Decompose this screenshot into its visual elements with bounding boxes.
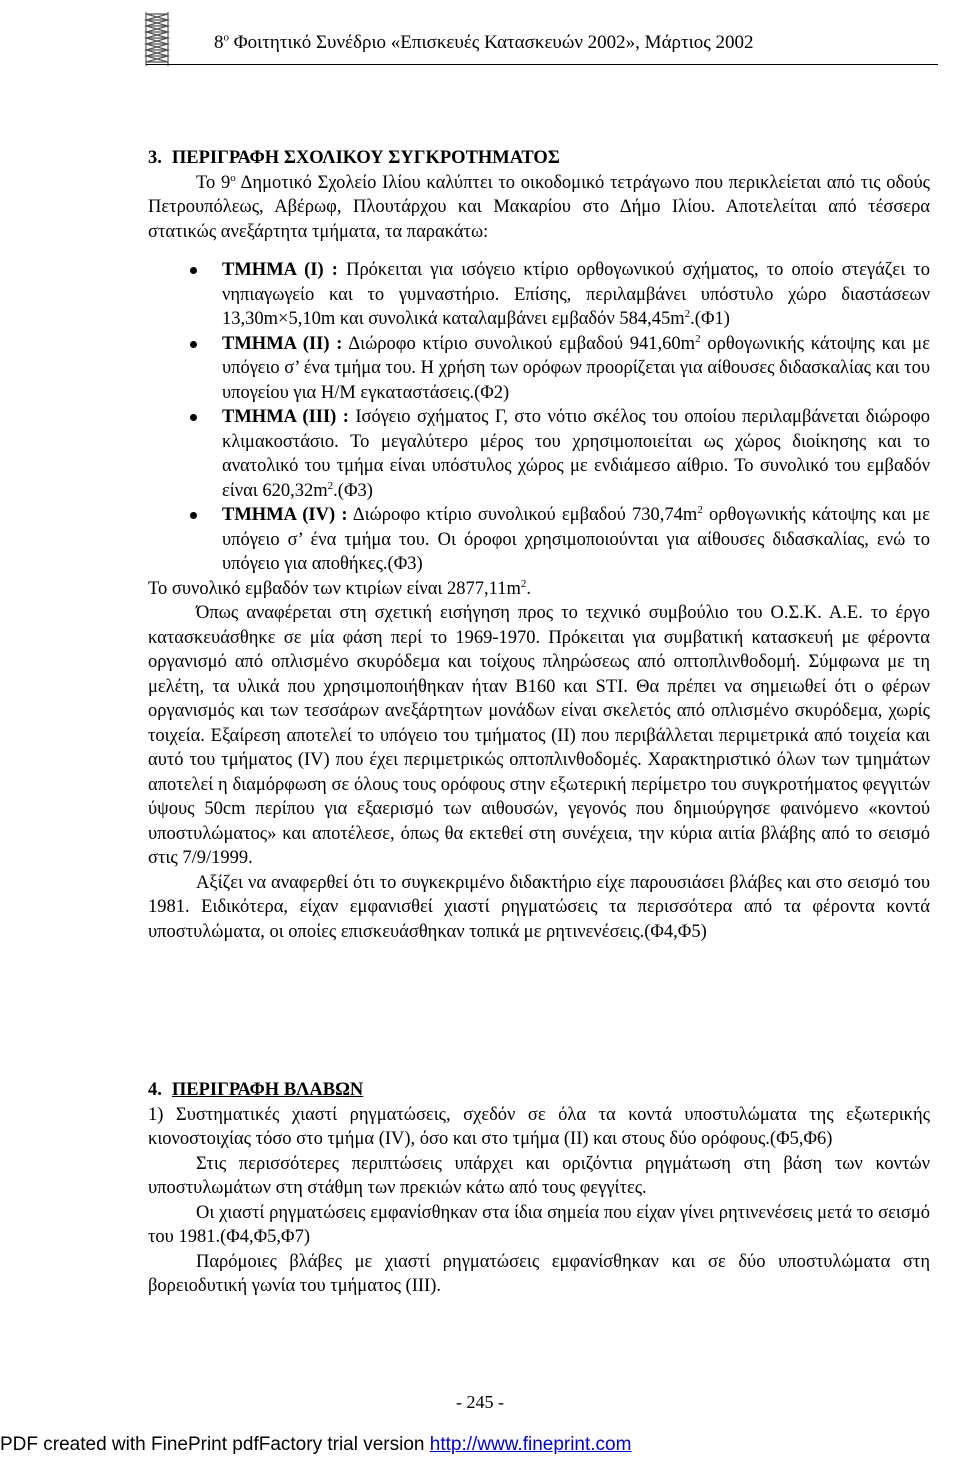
intro-text-b: Δημοτικό Σχολείο Ιλίου καλύπτει το οικοδομικό τετράγωνο που περικλείεται από τις οδούς Πετρουπόλεως, Αβέρωφ, Πλουτάρχου και Μακαρίου στο Δήμο Ιλίου. Αποτελείται από τέσσερα στατικώς ανεξάρτητα τμήματα, τα παρακάτω:: [148, 172, 931, 242]
section-number: 3.: [148, 148, 162, 168]
item-text: Ισόγειο σχήματος Γ, στο νότιο σκέλος του οποίου περιλαμβάνεται διώροφο κλιμακοστάσιο. Το μεγαλύτερο μέρος του χρησιμοποιείται ως χώρος διοίκησης και το ανατολικό του τμήμα είναι υπόστυλος χώρος με ενδιάμεσο αίθριο. Το συνολικό του εμβαδόν είναι 620,32m: [222, 407, 930, 501]
item-sup: 2: [695, 332, 701, 345]
total-after: .: [526, 578, 531, 599]
section-3-intro: [148, 171, 930, 245]
total-area: [148, 577, 930, 602]
item-sup: 2: [697, 503, 703, 516]
header-title: Φοιτητικό Συνέδριο «Επισκευές Κατασκευών 2002», Μάρτιος 2002: [229, 32, 754, 53]
bullet-icon: [190, 341, 197, 348]
item-label: ΤΜΗΜΑ (IV) :: [222, 505, 348, 525]
intro-sup: ο: [230, 171, 236, 184]
item-after: .(Φ1): [690, 309, 730, 329]
paragraph: Παρόμοιες βλάβες με χιαστί ρηγματώσεις εμφανίσθηκαν και σε δύο υποστυλώματα στη βορειοδυτική γωνία του τμήματος (ΙΙΙ).: [148, 1251, 930, 1296]
section-4: [148, 1078, 930, 1299]
paragraph: Οι χιαστί ρηγματώσεις εμφανίσθηκαν στα ίδια σημεία που είχαν γίνει ρητινενέσεις μετά το σεισμό του 1981.(Φ4,Φ5,Φ7): [148, 1202, 930, 1247]
header-ordinal-sup: ο: [223, 31, 229, 44]
bullet-icon: [190, 267, 197, 274]
list-item: [148, 258, 930, 332]
footer-link[interactable]: http://www.fineprint.com: [429, 1434, 632, 1455]
item-sup: 2: [684, 307, 691, 320]
item-text: Διώροφο κτίριο συνολικού εμβαδού 941,60m: [342, 333, 696, 354]
item-label: ΤΜΗΜΑ (ΙΙΙ) :: [222, 407, 349, 427]
intro-text-a: Το 9: [196, 172, 231, 193]
building-sections-list: [148, 258, 930, 577]
item-after: .(Φ3): [333, 480, 373, 501]
bullet-icon: [190, 512, 197, 519]
item-after: ορθογωνικής κάτοψης και με υπόγειο σ’ ένα τμήμα του. Οι όροφοι χρησιμοποιούνται για αίθουσες διδασκαλίας, ενώ το υπόγειο για αποθήκες.(Φ3): [222, 505, 930, 574]
header-rule: [146, 64, 938, 65]
item-text: Διώροφο κτίριο συνολικού εμβαδού 730,74m: [347, 505, 698, 525]
item-after: ορθογωνικής κάτοψης και με υπόγειο σ’ ένα τμήμα του. Η χρήση των ορόφων προορίζεται για αίθουσες διδασκαλίας και του υπογείου για Η/Μ εγκαταστάσεις.(Φ2): [222, 333, 930, 403]
header-ordinal: 8: [214, 32, 224, 53]
item-label: ΤΜΗΜΑ (ΙΙ) :: [222, 333, 343, 354]
item-label: ΤΜΗΜΑ (Ι) :: [222, 260, 338, 280]
bullet-icon: [190, 414, 197, 421]
conference-logo-icon: [140, 10, 174, 68]
pdf-footer: [0, 1434, 631, 1456]
total-text: Το συνολικό εμβαδόν των κτιρίων είναι 2877,11m: [148, 578, 521, 599]
paragraph: Αξίζει να αναφερθεί ότι το συγκεκριμένο διδακτήριο είχε παρουσιάσει βλάβες και στο σεισμό του 1981. Ειδικότερα, είχαν εμφανισθεί χιαστί ρηγματώσεις τα περισσότερα από τα φέροντα κοντά υποστυλώματα, οι οποίες επισκευάσθηκαν τοπικά με ρητινενέσεις.(Φ4,Φ5): [148, 872, 930, 942]
section-3: [148, 146, 930, 944]
section-3-heading: [148, 146, 930, 171]
list-item: [148, 332, 930, 406]
list-item: [148, 405, 930, 503]
footer-text: PDF created with FinePrint pdfFactory trial version: [0, 1434, 430, 1455]
section-number: 4.: [148, 1080, 162, 1100]
item-sup: 2: [327, 479, 334, 492]
page-number: - 245 -: [456, 1392, 504, 1412]
total-sup: 2: [520, 577, 527, 590]
paragraph: 1) Συστηματικές χιαστί ρηγματώσεις, σχεδόν σε όλα τα κοντά υποστυλώματα της εξωτερικής κιονοστοιχίας τόσο στο τμήμα (IV), όσο και στο τμήμα (ΙΙ) και στους δύο ορόφους.(Φ5,Φ6): [148, 1104, 930, 1149]
paragraph: Στις περισσότερες περιπτώσεις υπάρχει και οριζόντια ρηγμάτωση στη βάση των κοντών υποστυλωμάτων στη στάθμη των πρεκιών κάτω από τους φεγγίτες.: [148, 1153, 930, 1198]
list-item: [148, 503, 930, 577]
item-text: Πρόκειται για ισόγειο κτίριο ορθογωνικού σχήματος, το οποίο στεγάζει το νηπιαγωγείο και το γυμναστήριο. Επίσης, περιλαμβάνει υπόστυλο χώρο διαστάσεων 13,30m×5,10m και συνολικά καταλαμβάνει εμβαδόν 584,45m: [222, 260, 930, 329]
running-header: [214, 32, 754, 54]
paragraph: Όπως αναφέρεται στη σχετική εισήγηση προς το τεχνικό συμβούλιο του Ο.Σ.Κ. Α.Ε. το έργο κατασκευάσθηκε σε μία φάση περί το 1969-1970. Πρόκειται για συμβατική κατασκευή με φέροντα οργανισμό από οπλισμένο σκυρόδεμα και τοίχους πληρώσεως από οπτοπλινθοδομή. Σύμφωνα με τη μελέτη, τα υλικά που χρησιμοποιήθηκαν ήταν Β160 και STI. Θα πρέπει να σημειωθεί ότι ο φέρων οργανισμός και των τεσσάρων ανεξάρτητων μονάδων είναι σκελετός από οπλισμένο σκυρόδεμα, χωρίς τοιχεία. Εξαίρεση αποτελεί το υπόγειο του τμήματος (ΙΙ) που περιβάλλεται περιμετρικά από τοιχεία και αυτό του τμήματος (IV) που έχει περιμετρικώς οπτοπλινθοδομές. Χαρακτηριστικό όλων των τμημάτων αποτελεί η διαμόρφωση σε όλους τους ορόφους στην εξωτερική περίμετρο του συγκροτήματος φεγγιτών ύψους 50cm περίπου για εξαερισμό των αιθουσών, γεγονός που δημιούργησε φαινόμενο «κοντού υποστυλώματος» και αποτέλεσε, όπως θα εκτεθεί στη συνέχεια, την κύρια αιτία βλάβης από το σεισμό στις 7/9/1999.: [148, 603, 930, 868]
section-title: ΠΕΡΙΓΡΑΦΗ ΒΛΑΒΩΝ: [171, 1080, 364, 1100]
section-title: ΠΕΡΙΓΡΑΦΗ ΣΧΟΛΙΚΟΥ ΣΥΓΚΡΟΤΗΜΑΤΟΣ: [171, 148, 560, 168]
section-4-heading: [148, 1078, 930, 1103]
